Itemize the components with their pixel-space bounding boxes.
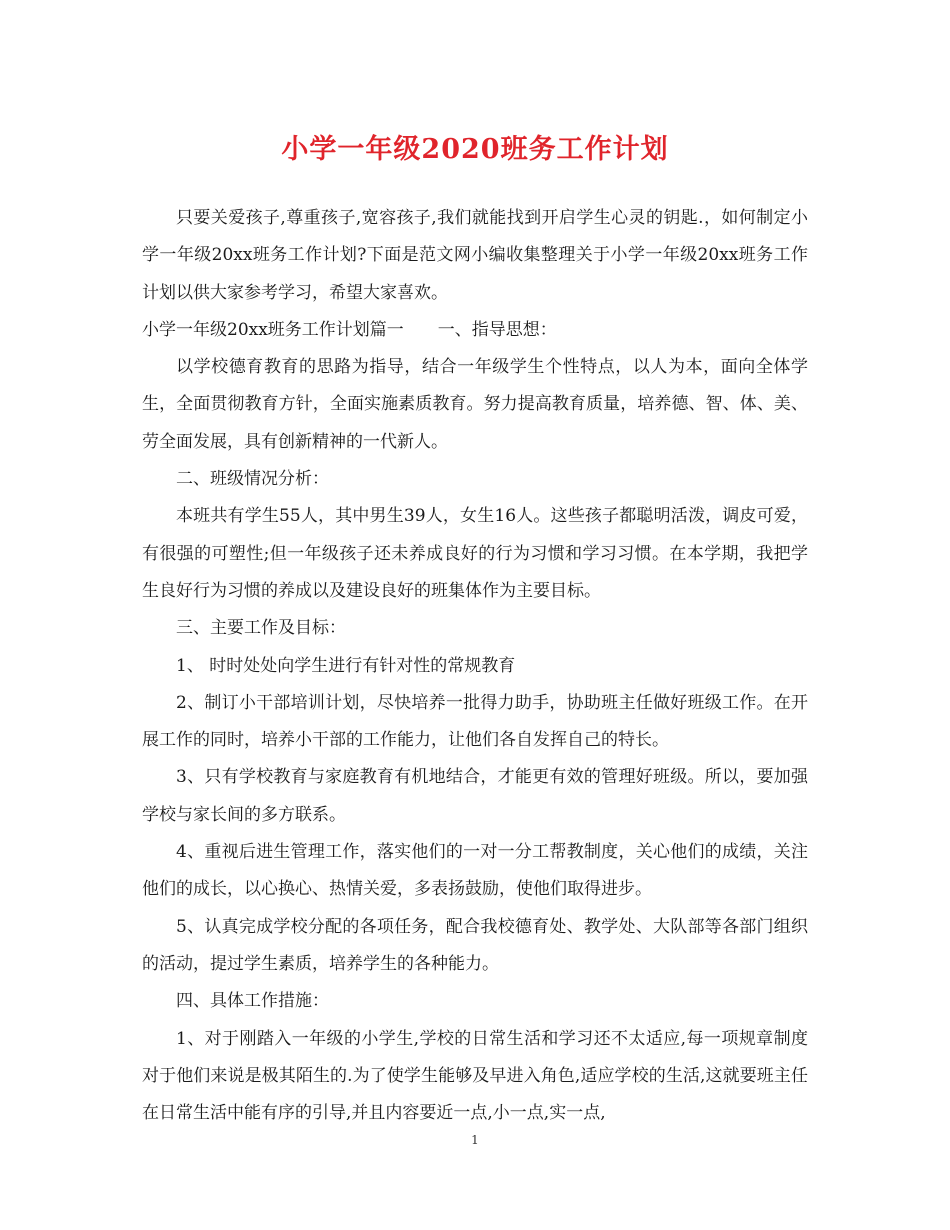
- section-heading: 四、具体工作措施：: [176, 991, 329, 1012]
- list-item: 5、认真完成学校分配的各项任务，配合我校德育处、教学处、大队部等各部门组织的活动，提过学生素质，培养学生的各种能力。: [142, 916, 808, 974]
- section-heading: 二、班级情况分析：: [176, 469, 329, 490]
- paragraph: 小学一年级20xx班务工作计划篇一 一、指导思想：: [142, 319, 557, 340]
- list-item: 1、对于刚踏入一年级的小学生,学校的日常生活和学习还不太适应,每一项规章制度对于他们来说是极其陌生的.为了使学生能够及早进入角色,适应学校的生活,这就要班主任在日常生活中能有序的引导,并且内容要近一点,小一点,实一点,: [142, 1028, 808, 1124]
- list-item: 3、只有学校教育与家庭教育有机地结合，才能更有效的管理好班级。所以，要加强学校与家长间的多方联系。: [142, 767, 808, 825]
- list-item: 1、 时时处处向学生进行有针对性的常规教育: [176, 655, 516, 676]
- list-item: 2、制订小干部培训计划，尽快培养一批得力助手，协助班主任做好班级工作。在开展工作的同时，培养小干部的工作能力，让他们各自发挥自己的特长。: [142, 692, 808, 751]
- page-number: 1: [471, 1133, 479, 1147]
- paragraph: 本班共有学生55人，其中男生39人，女生16人。这些孩子都聪明活泼，调皮可爱，有很强的可塑性;但一年级孩子还未养成良好的行为习惯和学习习惯。在本学期，我把学生良好行为习惯的养成以及建设良好的班集体作为主要目标。: [142, 506, 808, 601]
- paragraph: 只要关爱孩子,尊重孩子,宽容孩子,我们就能找到开启学生心灵的钥匙.，如何制定小学一年级20xx班务工作计划?下面是范文网小编收集整理关于小学一年级20xx班务工作计划以供大家参考学习，希望大家喜欢。: [142, 208, 808, 303]
- document-title: 小学一年级2020班务工作计划: [281, 134, 669, 165]
- paragraph: 以学校德育教育的思路为指导，结合一年级学生个性特点，以人为本，面向全体学生，全面贯彻教育方针，全面实施素质教育。努力提高教育质量，培养德、智、体、美、劳全面发展，具有创新精神的一代新人。: [142, 357, 808, 452]
- list-item: 4、重视后进生管理工作，落实他们的一对一分工帮教制度，关心他们的成绩，关注他们的成长，以心换心、热情关爱，多表扬鼓励，使他们取得进步。: [142, 842, 808, 900]
- document-body: [142, 200, 808, 1132]
- section-heading: 三、主要工作及目标：: [176, 618, 346, 639]
